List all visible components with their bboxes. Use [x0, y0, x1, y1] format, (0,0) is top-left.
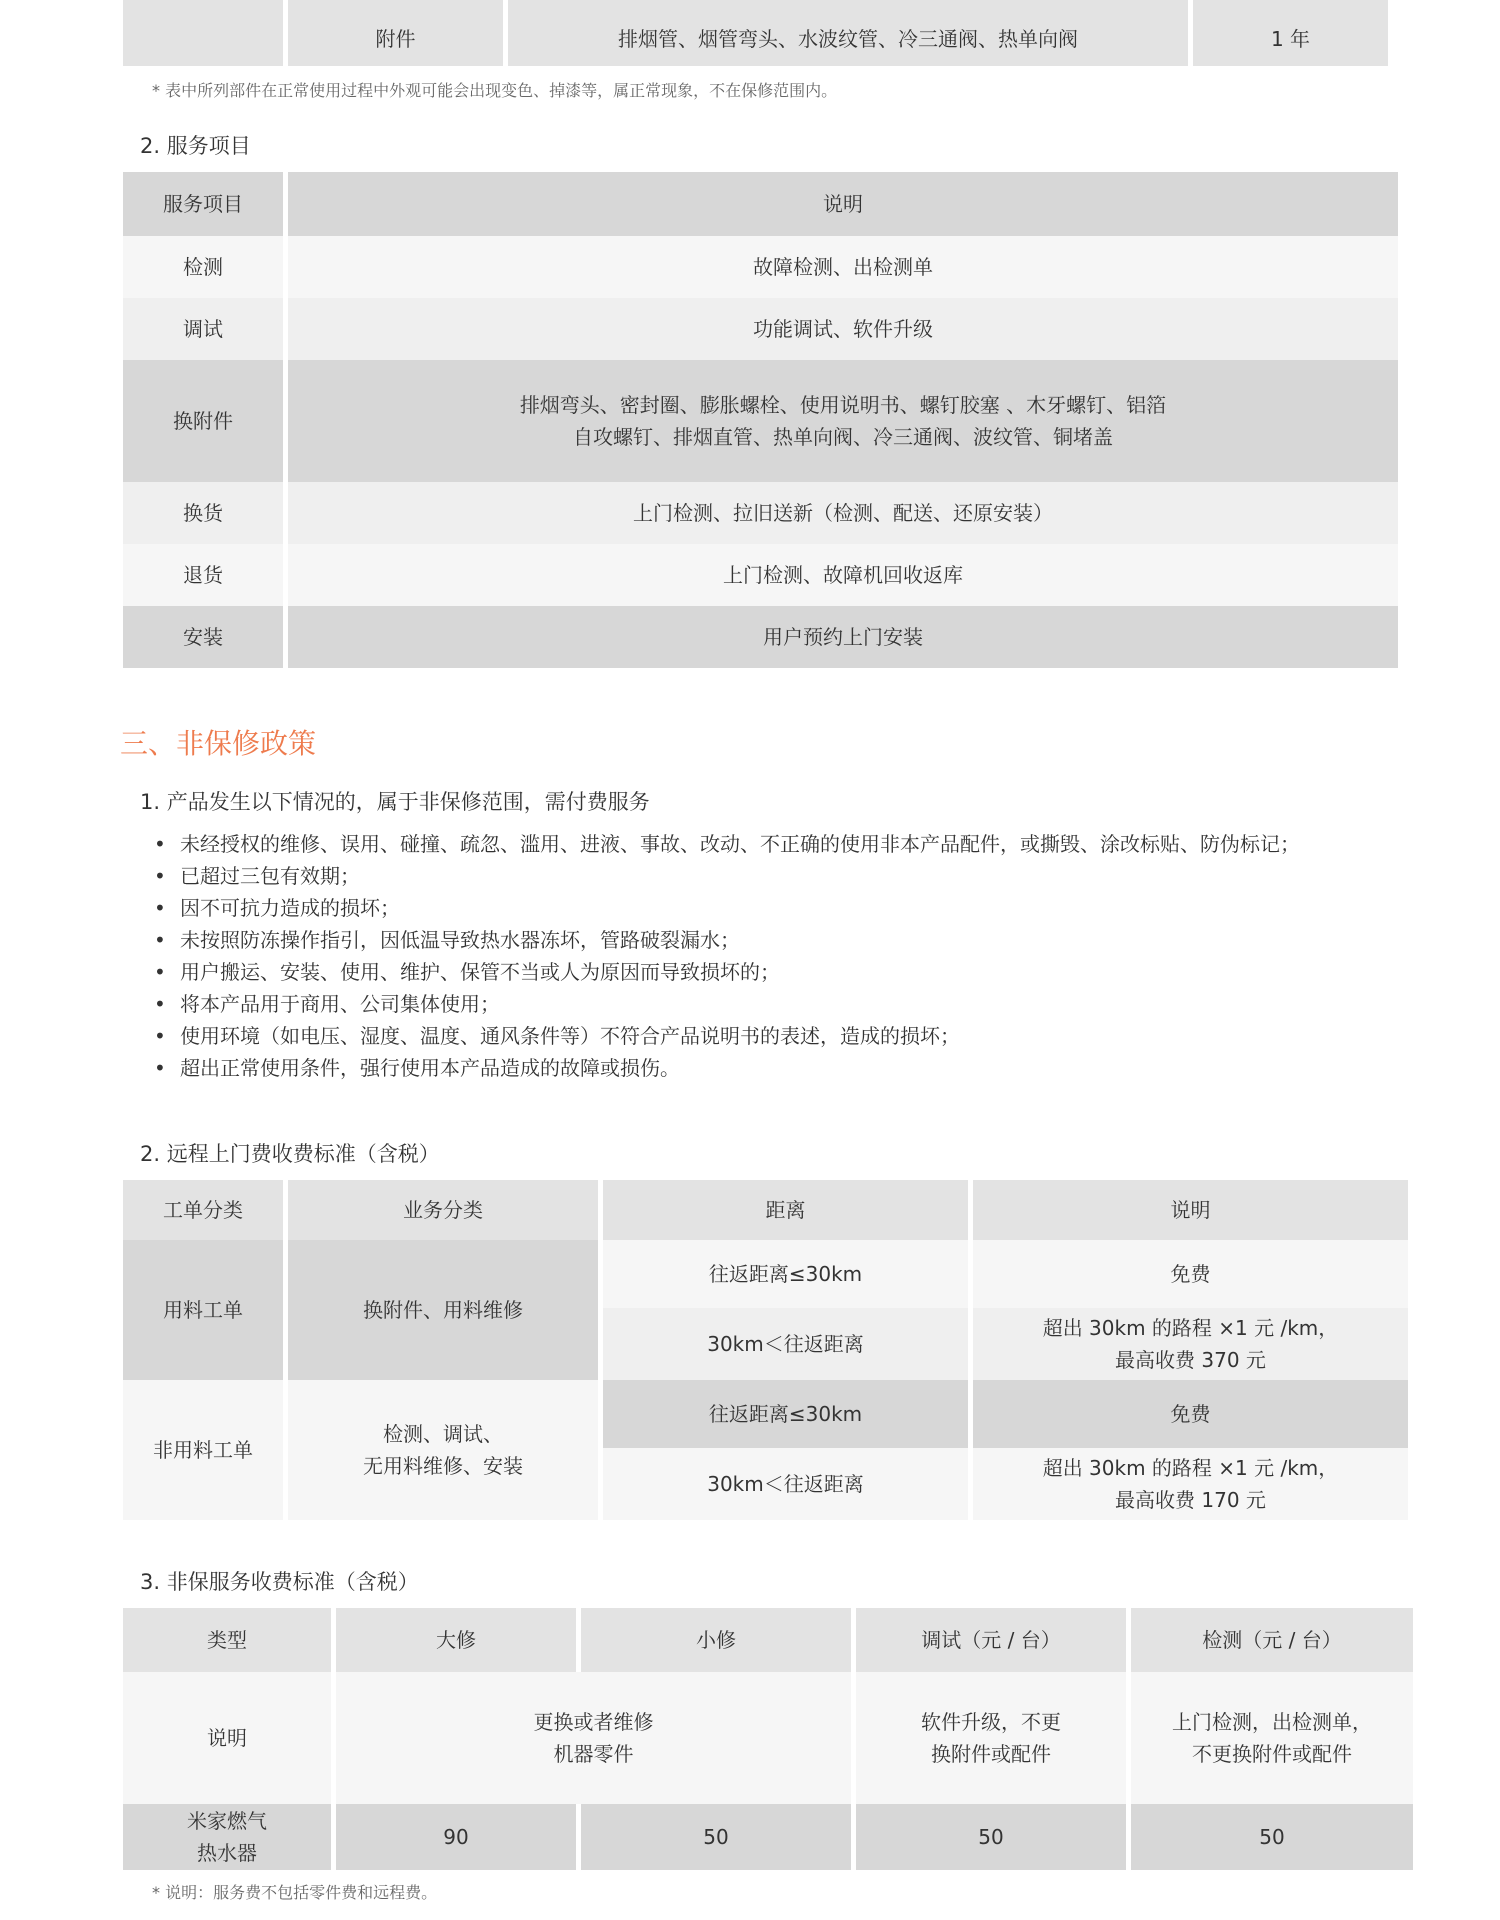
fee-col-type: 类型	[123, 1608, 331, 1672]
debug-desc: 软件升级，不更 换附件或配件	[856, 1672, 1126, 1804]
fee-col-debug: 调试（元 / 台）	[856, 1608, 1126, 1672]
remote-col-distance: 距离	[603, 1180, 968, 1240]
list-item: • 已超过三包有效期；	[152, 860, 1392, 892]
service-item: 退货	[123, 544, 283, 606]
remote-col-category: 工单分类	[123, 1180, 283, 1240]
repair-desc: 更换或者维修 机器零件	[336, 1672, 851, 1804]
service-desc: 用户预约上门安装	[288, 606, 1398, 668]
list-item: • 将本产品用于商用、公司集体使用；	[152, 988, 1392, 1020]
service-item: 换附件	[123, 360, 283, 482]
distance-cell: 30km＜往返距离	[603, 1448, 968, 1520]
inspect-price: 50	[1131, 1804, 1413, 1870]
fee-col-major: 大修	[336, 1608, 576, 1672]
service-item: 调试	[123, 298, 283, 360]
order-category: 非用料工单	[123, 1380, 283, 1520]
product-label: 米家燃气 热水器	[123, 1804, 331, 1870]
service-item: 安装	[123, 606, 283, 668]
service-items-col-desc: 说明	[288, 172, 1398, 236]
service-desc: 上门检测、拉旧送新（检测、配送、还原安装）	[288, 482, 1398, 544]
service-fee-table	[118, 1608, 1418, 1870]
table-row	[123, 606, 1398, 668]
service-desc: 排烟弯头、密封圈、膨胀螺栓、使用说明书、螺钉胶塞 、木牙螺钉、铝箔 自攻螺钉、排烟直管、热单向阀、冷三通阀、波纹管、铜堵盖	[288, 360, 1398, 482]
table-row	[123, 1672, 1413, 1804]
parts-warranty-table	[118, 0, 1393, 66]
minor-repair-price: 50	[581, 1804, 851, 1870]
inspect-desc: 上门检测，出检测单， 不更换附件或配件	[1131, 1672, 1413, 1804]
distance-cell: 往返距离≤30km	[603, 1380, 968, 1448]
order-category: 用料工单	[123, 1240, 283, 1380]
business-category: 检测、调试、 无用料维修、安装	[288, 1380, 598, 1520]
remote-col-business: 业务分类	[288, 1180, 598, 1240]
table-row	[123, 1380, 1408, 1448]
warranty-period-cell: 1 年	[1193, 0, 1388, 66]
fee-desc-cell: 免费	[973, 1380, 1408, 1448]
remote-col-desc: 说明	[973, 1180, 1408, 1240]
service-desc: 功能调试、软件升级	[288, 298, 1398, 360]
table-row	[123, 360, 1398, 482]
service-items-table	[118, 172, 1403, 668]
section-title-non-warranty: 三、非保修政策	[120, 727, 317, 760]
service-item: 检测	[123, 236, 283, 298]
service-fee-note: * 说明：服务费不包括零件费和远程费。	[152, 1883, 438, 1902]
service-items-col-item: 服务项目	[123, 172, 283, 236]
fee-desc-cell: 免费	[973, 1240, 1408, 1308]
table-row	[123, 236, 1398, 298]
desc-row-label: 说明	[123, 1672, 331, 1804]
fee-desc-cell: 超出 30km 的路程 ×1 元 /km， 最高收费 170 元	[973, 1448, 1408, 1520]
table-row	[123, 544, 1398, 606]
remote-fee-heading: 2. 远程上门费收费标准（含税）	[140, 1142, 440, 1166]
list-item: • 使用环境（如电压、湿度、温度、通风条件等）不符合产品说明书的表述，造成的损坏；	[152, 1020, 1392, 1052]
service-fee-heading: 3. 非保服务收费标准（含税）	[140, 1570, 419, 1594]
parts-list-cell: 排烟管、烟管弯头、水波纹管、冷三通阀、热单向阀	[508, 0, 1188, 66]
service-item: 换货	[123, 482, 283, 544]
table-row	[123, 298, 1398, 360]
non-warranty-list	[152, 828, 1392, 1084]
fee-col-minor: 小修	[581, 1608, 851, 1672]
distance-cell: 往返距离≤30km	[603, 1240, 968, 1308]
fee-col-inspect: 检测（元 / 台）	[1131, 1608, 1413, 1672]
part-type-cell: 附件	[288, 0, 503, 66]
list-item: • 超出正常使用条件，强行使用本产品造成的故障或损伤。	[152, 1052, 1392, 1084]
product-cell	[123, 0, 283, 66]
table-row	[123, 482, 1398, 544]
fee-desc-cell: 超出 30km 的路程 ×1 元 /km， 最高收费 370 元	[973, 1308, 1408, 1380]
business-category: 换附件、用料维修	[288, 1240, 598, 1380]
service-desc: 上门检测、故障机回收返库	[288, 544, 1398, 606]
table-row	[123, 1804, 1413, 1870]
non-warranty-intro: 1. 产品发生以下情况的，属于非保修范围，需付费服务	[140, 790, 650, 814]
parts-note: * 表中所列部件在正常使用过程中外观可能会出现变色、掉漆等，属正常现象，不在保修范围内。	[152, 81, 838, 100]
list-item: • 因不可抗力造成的损坏；	[152, 892, 1392, 924]
list-item: • 未按照防冻操作指引，因低温导致热水器冻坏，管路破裂漏水；	[152, 924, 1392, 956]
list-item: • 用户搬运、安装、使用、维护、保管不当或人为原因而导致损坏的；	[152, 956, 1392, 988]
major-repair-price: 90	[336, 1804, 576, 1870]
service-items-heading: 2. 服务项目	[140, 134, 251, 158]
service-desc: 故障检测、出检测单	[288, 236, 1398, 298]
list-item: • 未经授权的维修、误用、碰撞、疏忽、滥用、进液、事故、改动、不正确的使用非本产品配件，或撕毁、涂改标贴、防伪标记；	[152, 828, 1392, 860]
distance-cell: 30km＜往返距离	[603, 1308, 968, 1380]
debug-price: 50	[856, 1804, 1126, 1870]
remote-fee-table	[118, 1180, 1413, 1520]
table-row	[123, 1240, 1408, 1308]
